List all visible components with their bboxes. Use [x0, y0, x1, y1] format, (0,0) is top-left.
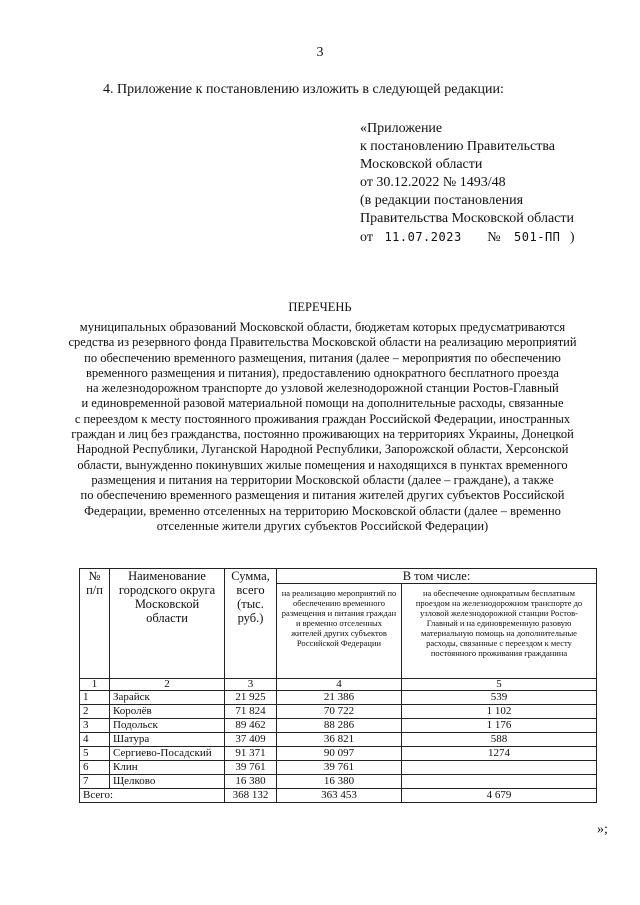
closing-paren: )	[569, 230, 575, 245]
list-description	[60, 320, 585, 534]
row-name: Щелково	[110, 775, 225, 789]
row-sum: 91 371	[225, 747, 277, 761]
row-travel: 588	[402, 733, 597, 747]
description-line: с переездом к месту постоянного проживания граждан Российской Федерации, иностранных	[74, 411, 571, 426]
description-line: размещения и питания на территории Московской области (далее – граждане), а также	[91, 472, 554, 487]
handwritten-number: 501-ПП	[514, 230, 561, 244]
row-sum: 16 380	[225, 775, 277, 789]
row-name: Клин	[110, 761, 225, 775]
row-sum: 21 925	[225, 691, 277, 705]
row-number: 4	[80, 733, 110, 747]
description-line: Федерации, временно отселенных на территорию Московской области (далее – временно	[84, 503, 561, 518]
allocation-table	[79, 568, 597, 803]
row-name: Сергиево-Посадский	[110, 747, 225, 761]
appendix-line: Правительства Московской области	[360, 211, 574, 226]
description-line: на железнодорожном транспорте до узловой железнодорожной станции Ростов-Главный	[86, 381, 559, 396]
description-line: муниципальных образований Московской области, бюджетам которых предусматриваются	[79, 320, 566, 334]
row-name: Шатура	[110, 733, 225, 747]
header-including: В том числе:	[277, 569, 597, 584]
description-line: области, вынужденно покинувших жилые помещения и находящихся в пунктах временного	[77, 457, 568, 472]
description-line: и единовременной разовой материальной помощи на дополнительные расходы, связанные	[81, 396, 564, 411]
page-number: 3	[316, 45, 324, 60]
description-line: временного размещения и питания), предоставлению однократного бесплатного проезда	[86, 365, 559, 380]
total-travel: 4 679	[402, 789, 597, 803]
header-subcolumn-placement: на реализацию мероприятий по обеспечению временного размещения и питания граждан и временно отселенных жителей других субъектов Российской Федерации	[277, 584, 402, 679]
header-subcolumn-travel: на обеспечение однократным бесплатным проездом на железнодорожном транспорте до узловой железнодорожной станции Ростов-Главный и на единовременную разовую материальную помощь на дополнительные расходы, связанные с переездом к месту постоянного проживания гражданина	[402, 584, 597, 679]
table-row	[80, 747, 597, 761]
description-line: отселенные жители других субъектов Российской Федерации)	[156, 518, 489, 533]
appendix-header	[360, 120, 575, 247]
row-number: 7	[80, 775, 110, 789]
handwritten-date: 11.07.2023	[384, 230, 462, 244]
row-number: 3	[80, 719, 110, 733]
row-travel: 1 176	[402, 719, 597, 733]
table-row	[80, 733, 597, 747]
appendix-line: от 30.12.2022 № 1493/48	[360, 175, 506, 190]
number-sign: №	[487, 230, 501, 245]
date-prefix: от	[360, 230, 373, 245]
closing-quote: »;	[597, 822, 608, 837]
column-number: 2	[110, 679, 225, 691]
total-sum: 368 132	[225, 789, 277, 803]
appendix-line: «Приложение	[360, 121, 443, 136]
total-placement: 363 453	[277, 789, 402, 803]
description-line: Народной Республики, Луганской Народной Республики, Запорожской области, Херсонской	[76, 442, 569, 457]
list-title: ПЕРЕЧЕНЬ	[288, 300, 352, 314]
table-row	[80, 761, 597, 775]
description-line: по обеспечению временного размещения и питания жителей других субъектов Российской	[80, 488, 565, 503]
total-row	[80, 789, 597, 803]
table-row	[80, 705, 597, 719]
table-row	[80, 719, 597, 733]
row-travel	[402, 761, 597, 775]
intro-paragraph: 4. Приложение к постановлению изложить в следующей редакции:	[103, 82, 504, 97]
row-number: 1	[80, 691, 110, 705]
row-number: 6	[80, 761, 110, 775]
row-sum: 71 824	[225, 705, 277, 719]
column-number: 5	[402, 679, 597, 691]
row-sum: 89 462	[225, 719, 277, 733]
column-number: 4	[277, 679, 402, 691]
row-name: Подольск	[110, 719, 225, 733]
row-placement: 88 286	[277, 719, 402, 733]
row-name: Зарайск	[110, 691, 225, 705]
description-line: по обеспечению временного размещения, питания (далее – мероприятия по обеспечению	[84, 350, 561, 365]
row-sum: 39 761	[225, 761, 277, 775]
table-row	[80, 691, 597, 705]
header-sum: Сумма, всего (тыс. руб.)	[225, 569, 277, 679]
row-number: 5	[80, 747, 110, 761]
row-placement: 36 821	[277, 733, 402, 747]
appendix-line-date	[360, 228, 575, 247]
appendix-line: к постановлению Правительства	[360, 139, 556, 154]
column-number: 1	[80, 679, 110, 691]
row-travel: 1 102	[402, 705, 597, 719]
column-number: 3	[225, 679, 277, 691]
total-label: Всего:	[80, 789, 225, 803]
appendix-line: (в редакции постановления	[360, 193, 524, 208]
row-travel: 1274	[402, 747, 597, 761]
row-number: 2	[80, 705, 110, 719]
header-number: № п/п	[80, 569, 110, 679]
row-placement: 16 380	[277, 775, 402, 789]
table-row	[80, 775, 597, 789]
header-name: Наименование городского округа Московской области	[110, 569, 225, 679]
row-name: Королёв	[110, 705, 225, 719]
row-travel	[402, 775, 597, 789]
row-placement: 39 761	[277, 761, 402, 775]
row-placement: 70 722	[277, 705, 402, 719]
row-placement: 21 386	[277, 691, 402, 705]
description-line: граждан и лиц без гражданства, постоянно проживающих на территориях Украины, Донецкой	[71, 427, 574, 442]
description-line: средства из резервного фонда Правительства Московской области на реализацию мероприятий	[68, 335, 577, 350]
row-sum: 37 409	[225, 733, 277, 747]
row-placement: 90 097	[277, 747, 402, 761]
row-travel: 539	[402, 691, 597, 705]
appendix-line: Московской области	[360, 157, 483, 172]
